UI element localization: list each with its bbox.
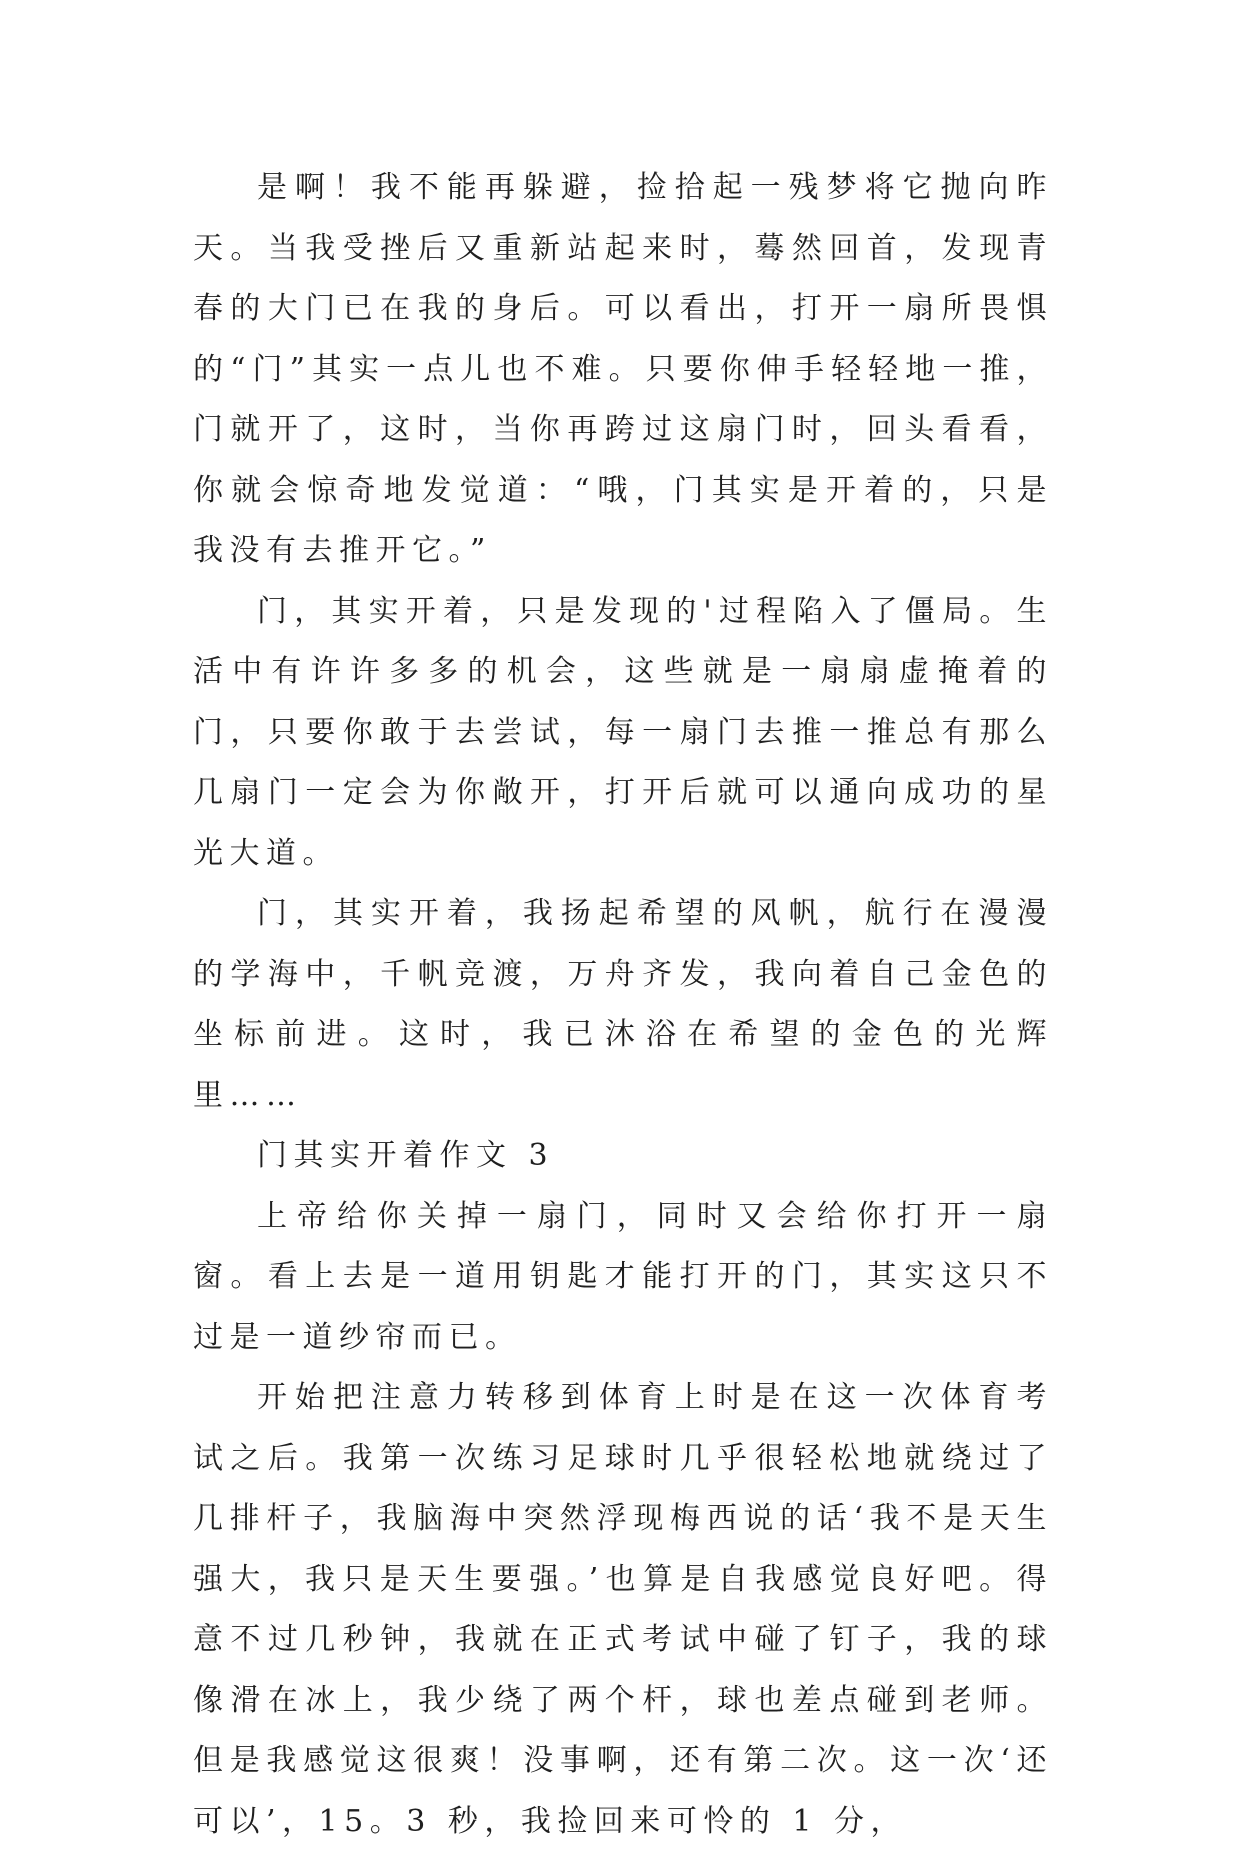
paragraph: 上帝给你关掉一扇门，同时又会给你打开一扇窗。看上去是一道用钥匙才能打开的门，其实这只不过是一道纱帘而已。	[193, 1198, 1053, 1355]
section-title: 门其实开着作文 3	[257, 1138, 555, 1173]
paragraph: 门，其实开着，只是发现的'过程陷入了僵局。生活中有许许多多的机会，这些就是一扇扇虚掩着的门，只要你敢于去尝试，每一扇门去推一推总有那么几扇门一定会为你敞开，打开后就可以通向成功的星光大道。	[193, 593, 1053, 871]
document-body	[193, 158, 1053, 1852]
paragraph: 是啊！我不能再躲避，捡拾起一残梦将它抛向昨天。当我受挫后又重新站起来时，蓦然回首，发现青春的大门已在我的身后。可以看出，打开一扇所畏惧的“门”其实一点儿也不难。只要你伸手轻轻地一推，门就开了，这时，当你再跨过这扇门时，回头看看，你就会惊奇地发觉道：“哦，门其实是开着的，只是我没有去推开它。”	[193, 170, 1053, 568]
paragraph: 开始把注意力转移到体育上时是在这一次体育考试之后。我第一次练习足球时几乎很轻松地就绕过了几排杆子，我脑海中突然浮现梅西说的话‘我不是天生强大，我只是天生要强。’也算是自我感觉良好吧。得意不过几秒钟，我就在正式考试中碰了钉子，我的球像滑在冰上，我少绕了两个杆，球也差点碰到老师。但是我感觉这很爽！没事啊，还有第二次。这一次‘还可以’，15。3 秒，我捡回来可怜的 1 分，	[193, 1380, 1053, 1839]
paragraph: 门，其实开着，我扬起希望的风帆，航行在漫漫的学海中，千帆竞渡，万舟齐发，我向着自己金色的坐标前进。这时，我已沐浴在希望的金色的光辉里……	[193, 896, 1053, 1113]
